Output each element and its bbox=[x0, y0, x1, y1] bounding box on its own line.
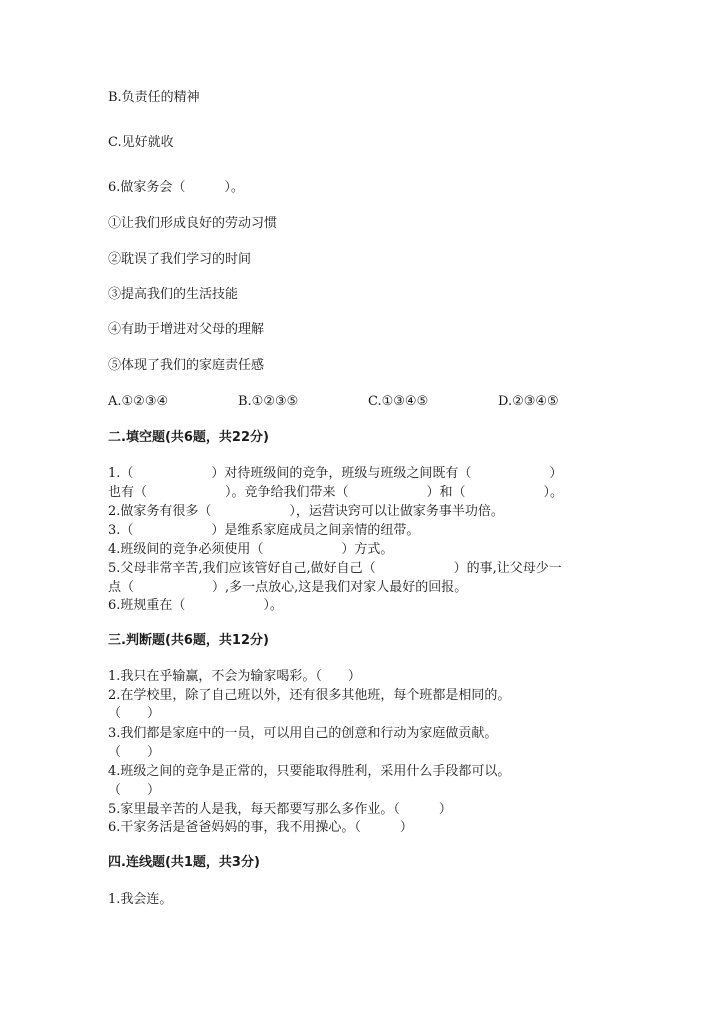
judge-line-9: 6.干家务活是爸爸妈妈的事，我不用操心。（ ） bbox=[108, 820, 413, 835]
judge-line-6: 4.班级之间的竞争是正常的，只要能取得胜利，采用什么手段都可以。 bbox=[108, 764, 511, 779]
q6-stem: 6.做家务会（ ）。 bbox=[108, 180, 244, 195]
fill-line-1: 1.（ ）对待班级间的竞争，班级与班级之间既有（ ） bbox=[108, 466, 563, 481]
match-line-1: 1.我会连。 bbox=[108, 892, 173, 907]
judge-line-4: 3.我们都是家庭中的一员，可以用自己的创意和行动为家庭做贡献。 bbox=[108, 726, 498, 741]
q6-choice-c: C.①③④⑤ bbox=[368, 394, 429, 409]
judge-line-3: （ ） bbox=[108, 706, 161, 721]
section-heading-fill-blank: 二.填空题(共6题，共22分) bbox=[108, 430, 269, 445]
fill-line-7: 点（ ）,多一点放心,这是我们对家人最好的回报。 bbox=[108, 580, 468, 595]
fill-line-5: 4.班级间的竞争必须使用（ ）方式。 bbox=[108, 542, 394, 557]
fill-line-3: 2.做家务有很多（ ），运营诀窍可以让做家务事半功倍。 bbox=[108, 504, 504, 519]
q6-item-1: ①让我们形成良好的劳动习惯 bbox=[108, 216, 278, 231]
section-heading-matching: 四.连线题(共1题，共3分) bbox=[108, 855, 260, 870]
fill-line-6: 5.父母非常辛苦,我们应该管好自己,做好自己（ ）的事,让父母少一 bbox=[108, 561, 562, 576]
fill-line-2: 也有（ ）。竞争给我们带来（ ）和（ ）。 bbox=[108, 485, 564, 500]
judge-line-5: （ ） bbox=[108, 745, 161, 760]
fill-line-8: 6.班规重在（ ）。 bbox=[108, 598, 283, 613]
q6-choice-b: B.①②③⑤ bbox=[238, 394, 299, 409]
judge-line-1: 1.我只在乎输赢，不会为输家喝彩。（ ） bbox=[108, 669, 361, 684]
q6-item-5: ⑤体现了我们的家庭责任感 bbox=[108, 358, 265, 373]
judge-line-7: （ ） bbox=[108, 783, 161, 798]
q6-item-4: ④有助于增进对父母的理解 bbox=[108, 322, 265, 337]
q6-item-2: ②耽误了我们学习的时间 bbox=[108, 252, 252, 267]
q6-item-3: ③提高我们的生活技能 bbox=[108, 287, 239, 302]
judge-line-8: 5.家里最辛苦的人是我，每天都要写那么多作业。（ ） bbox=[108, 802, 452, 817]
q6-choice-d: D.②③④⑤ bbox=[498, 394, 559, 409]
section-heading-judgment: 三.判断题(共6题，共12分) bbox=[108, 633, 269, 648]
q5-option-b: B.负责任的精神 bbox=[108, 90, 200, 105]
q6-choice-a: A.①②③④ bbox=[108, 394, 169, 409]
judge-line-2: 2.在学校里，除了自己班以外，还有很多其他班，每个班都是相同的。 bbox=[108, 688, 511, 703]
fill-line-4: 3.（ ）是维系家庭成员之间亲情的纽带。 bbox=[108, 523, 420, 538]
q5-option-c: C.见好就收 bbox=[108, 135, 174, 150]
